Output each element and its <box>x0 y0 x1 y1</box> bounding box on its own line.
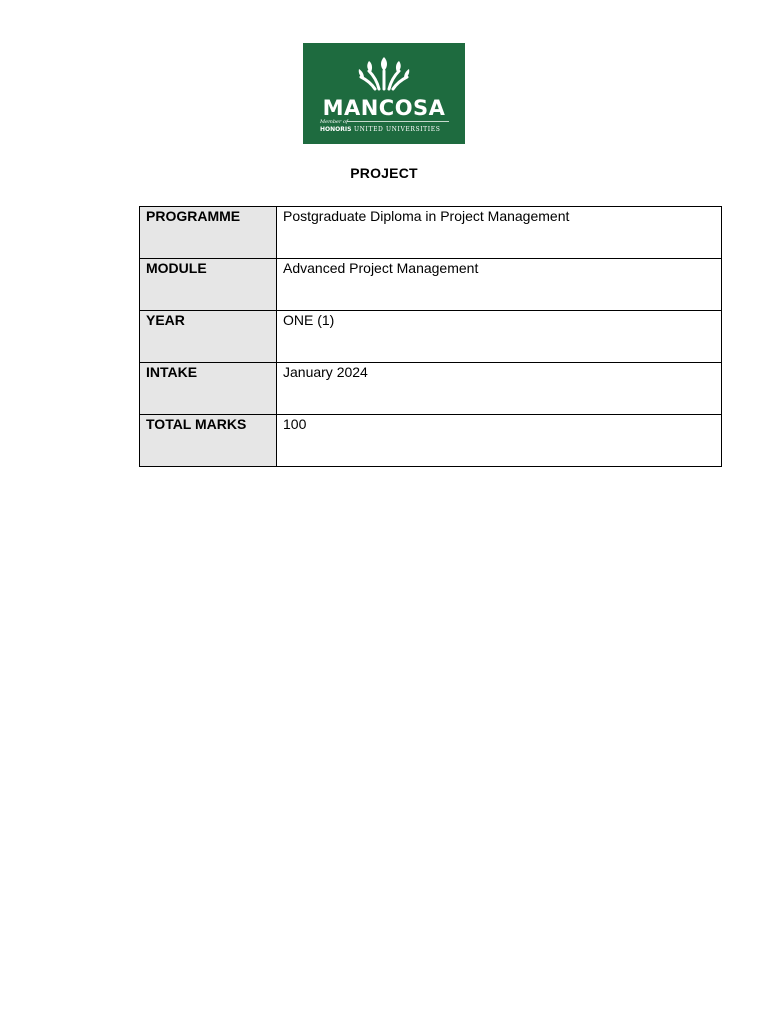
logo-network-bold: HONORIS <box>320 126 352 133</box>
document-title: PROJECT <box>350 165 418 181</box>
table-row <box>140 311 722 363</box>
row-label: YEAR <box>140 311 277 363</box>
table-row <box>140 259 722 311</box>
logo-network-rest: UNITED UNIVERSITIES <box>354 126 441 133</box>
row-label: TOTAL MARKS <box>140 415 277 467</box>
logo-member-of: Member of <box>320 119 348 125</box>
row-value: 100 <box>277 415 722 467</box>
logo-wordmark: MANCOSA <box>322 96 446 120</box>
mancosa-logo-graphic <box>303 43 465 144</box>
row-value: January 2024 <box>277 363 722 415</box>
table-row <box>140 363 722 415</box>
row-value: Advanced Project Management <box>277 259 722 311</box>
table-row <box>140 415 722 467</box>
row-label: INTAKE <box>140 363 277 415</box>
row-label: MODULE <box>140 259 277 311</box>
mancosa-logo <box>303 43 465 144</box>
row-value: ONE (1) <box>277 311 722 363</box>
table-row <box>140 207 722 259</box>
row-label: PROGRAMME <box>140 207 277 259</box>
row-value: Postgraduate Diploma in Project Management <box>277 207 722 259</box>
project-details-table <box>139 206 722 467</box>
